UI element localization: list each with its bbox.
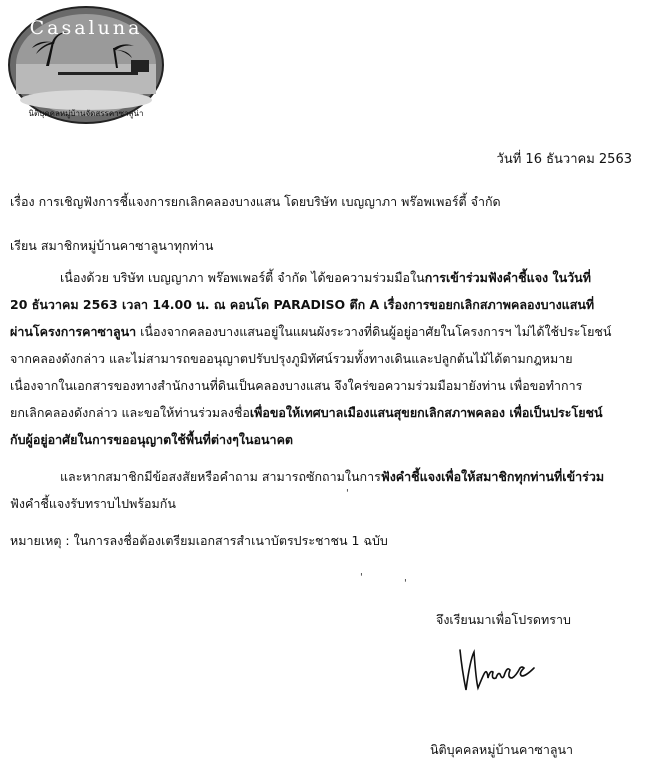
paragraph-1-line-4: จากคลองดังกล่าว และไม่สามารถขออนุญาตปรับปรุงภูมิทัศน์รวมทั้งทางเดินและปลูกต้นไม้ได้ตามกฎหมาย: [10, 351, 573, 366]
paragraph-1-line-7: กับผู้อยู่อาศัยในการขออนุญาตใช้พื้นที่ต่างๆในอนาคต: [10, 432, 294, 447]
signature-mark: [452, 640, 552, 700]
letter-subject: เรื่อง การเชิญฟังการชี้แจงการยกเลิกคลองบางแสน โดยบริษัท เบญญาภา พร๊อพเพอร์ตี้ จำกัด: [10, 194, 501, 209]
handwritten-signature: [452, 640, 552, 700]
paragraph-2-line-1: และหากสมาชิกมีข้อสงสัยหรือคำถาม สามารถซักถามในการฟังคำชี้แจงเพื่อให้สมาชิกทุกท่านที่เข้าร่วม: [60, 469, 605, 484]
letter-closing: จึงเรียนมาเพื่อโปรดทราบ: [436, 612, 571, 627]
casaluna-logo: [6, 4, 166, 126]
scan-speck: ': [360, 572, 363, 583]
letter-date: วันที่ 16 ธันวาคม 2563: [496, 152, 632, 167]
scan-speck: ': [346, 488, 349, 499]
paragraph-2-line-2: ฟังคำชี้แจงรับทราบไปพร้อมกัน: [10, 496, 176, 511]
paragraph-1-line-1: เนื่องด้วย บริษัท เบญญาภา พร๊อพเพอร์ตี้ จำกัด ได้ขอความร่วมมือในการเข้าร่วมฟังคำชี้แจง ในวันที่: [60, 270, 591, 285]
paragraph-1-line-5: เนื่องจากในเอกสารของทางสำนักงานที่ดินเป็นคลองบางแสน จึงใคร่ขอความร่วมมือมายังท่าน เพื่อขอทำการ: [10, 378, 583, 393]
logo-text: Casaluna: [29, 17, 143, 39]
letter-organization: นิติบุคคลหมู่บ้านคาซาลูนา: [430, 742, 574, 757]
paragraph-1-line-6: ยกเลิกคลองดังกล่าว และขอให้ท่านร่วมลงชื่อเพื่อขอให้เทศบาลเมืองแสนสุขยกเลิกสภาพคลอง เพื่อเป็นประโยชน์: [10, 405, 603, 420]
logo-subtext: นิติบุคคลหมู่บ้านจัดสรรคาซาลูน่า: [28, 109, 144, 118]
letter-salutation: เรียน สมาชิกหมู่บ้านคาซาลูนาทุกท่าน: [10, 238, 214, 253]
letter-note: หมายเหตุ : ในการลงชื่อต้องเตรียมเอกสารสำเนาบัตรประชาชน 1 ฉบับ: [10, 533, 388, 548]
logo-emblem: [6, 4, 166, 126]
body-paragraph-2: [10, 463, 630, 517]
scan-speck: ': [404, 578, 407, 589]
paragraph-1-line-3: ผ่านโครงการคาซาลูนา เนื่องจากคลองบางแสนอยู่ในแผนผังระวางที่ดินผู้อยู่อาศัยในโครงการฯ ไม่ได้ใช้ประโยชน์: [10, 324, 612, 339]
paragraph-1-line-2: 20 ธันวาคม 2563 เวลา 14.00 น. ณ คอนโด PARADISO ตึก A เรื่องการขอยกเลิกสภาพคลองบางแสนที่: [10, 297, 595, 312]
body-paragraph-1: [10, 264, 630, 453]
